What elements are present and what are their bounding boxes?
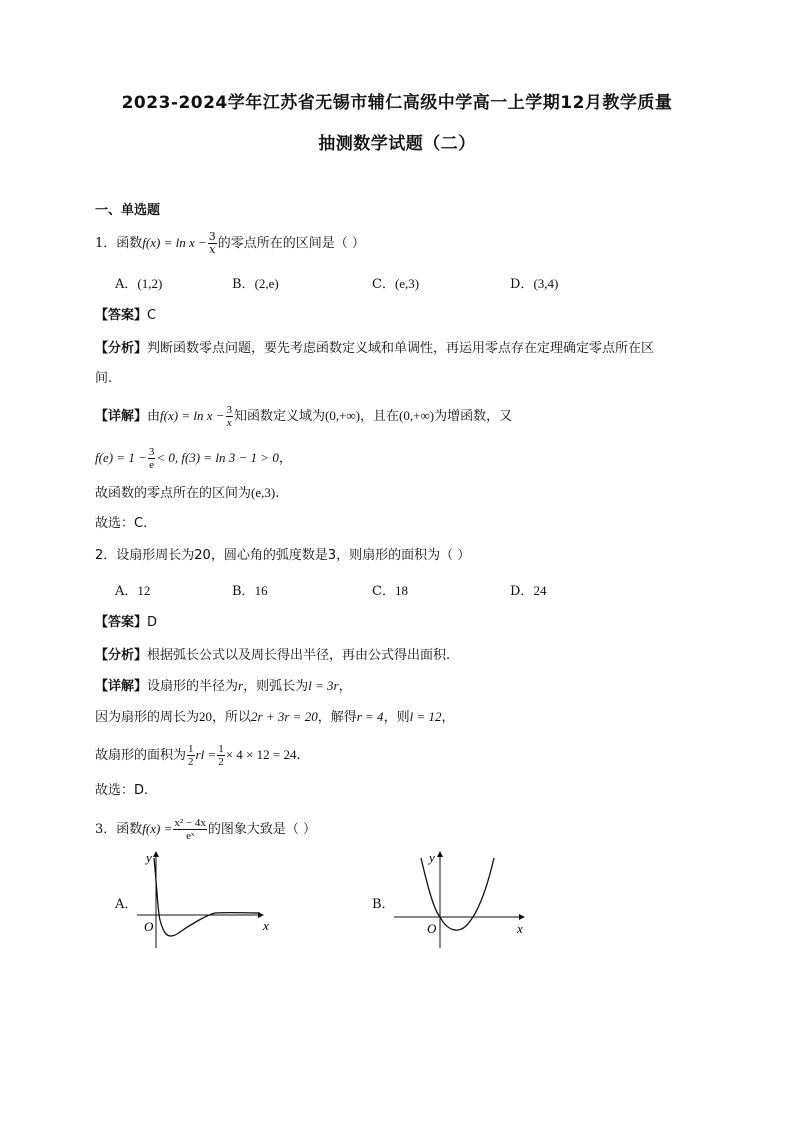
q2-stem: 2．设扇形周长为20，圆心角的弧度数是3，则扇形的面积为（ ） xyxy=(95,548,471,563)
section-heading: 一、单选题 xyxy=(95,203,161,218)
q2-option-a: A．12 xyxy=(115,583,151,599)
q2-detail-line3: 故扇形的面积为 $\frac{1}{2}$ rl = $\frac{1}{2}$ × 4 × 12 = 24. xyxy=(95,743,301,768)
q3-graph-a xyxy=(135,848,285,950)
q3-option-a-label: A． xyxy=(115,897,138,912)
q1-option-d: D．(3,4) xyxy=(510,276,559,292)
document-title-line1: 2023-2024学年江苏省无锡市辅仁高级中学高一上学期12月教学质量 xyxy=(121,93,673,113)
q1-stem xyxy=(95,231,365,256)
q2-choice: 故选：D. xyxy=(95,783,149,798)
curve-a xyxy=(154,858,260,936)
q1-calculation: f(e) = 1 − $\frac{3}{e}$ < 0, f(3) = ln 3 − 1 > 0， xyxy=(95,446,292,471)
q1-detail: 【详解】由f(x) = ln x − $\frac{3}{x}$ 知函数定义域为(0,+∞)，且在(0,+∞)为增函数，又 xyxy=(95,404,513,429)
q3-option-b-label: B． xyxy=(372,897,395,912)
q1-analysis: 【分析】判断函数零点问题，要先考虑函数定义域和单调性，再运用零点存在定理确定零点所在区 xyxy=(95,341,655,356)
q1-function: f(x) = ln x − xyxy=(142,235,207,250)
q1-option-a: A．(1,2) xyxy=(115,276,163,292)
q1-choice: 故选：C. xyxy=(95,516,148,531)
q2-option-b: B．16 xyxy=(232,583,268,599)
q1-stem-suffix: 的零点所在的区间是（ ） xyxy=(217,236,365,251)
q2-analysis: 【分析】根据弧长公式以及周长得出半径，再由公式得出面积. xyxy=(95,648,451,663)
origin-label: O xyxy=(144,919,154,934)
q1-option-b: B．(2,e) xyxy=(232,276,279,292)
q1-option-c: C．(e,3) xyxy=(372,276,420,292)
x-axis-label: x xyxy=(263,918,269,933)
q2-detail-line2: 因为扇形的周长为20，所以2r + 3r = 20，解得r = 4，则l = 12， xyxy=(95,709,455,725)
q1-number: 1． xyxy=(95,236,117,251)
q2-detail: 【详解】设扇形的半径为r，则弧长为l = 3r， xyxy=(95,678,352,694)
q1-stem-prefix: 函数 xyxy=(116,236,143,251)
q2-answer: 【答案】D xyxy=(95,615,158,630)
q1-analysis-cont: 间. xyxy=(95,371,113,386)
q2-option-c: C．18 xyxy=(372,583,408,599)
q1-conclusion: 故函数的零点所在的区间为(e,3). xyxy=(95,485,280,501)
origin-label: O xyxy=(427,921,437,936)
q3-graph-b xyxy=(392,848,532,950)
x-axis-label: x xyxy=(517,921,523,936)
q1-fraction: $\frac{3}{x}$ xyxy=(208,230,216,256)
y-axis-label: y xyxy=(429,850,435,865)
y-axis-label: y xyxy=(146,850,152,865)
q3-stem: 3．函数f(x) = $\frac{\text{x² − 4x}}{\text{eˣ}}$ 的图象大致是（ ） xyxy=(95,817,317,842)
q2-option-d: D．24 xyxy=(510,583,547,599)
q1-answer: 【答案】C xyxy=(95,308,157,323)
curve-b xyxy=(421,858,494,930)
document-title-line2: 抽测数学试题（二） xyxy=(318,134,476,154)
